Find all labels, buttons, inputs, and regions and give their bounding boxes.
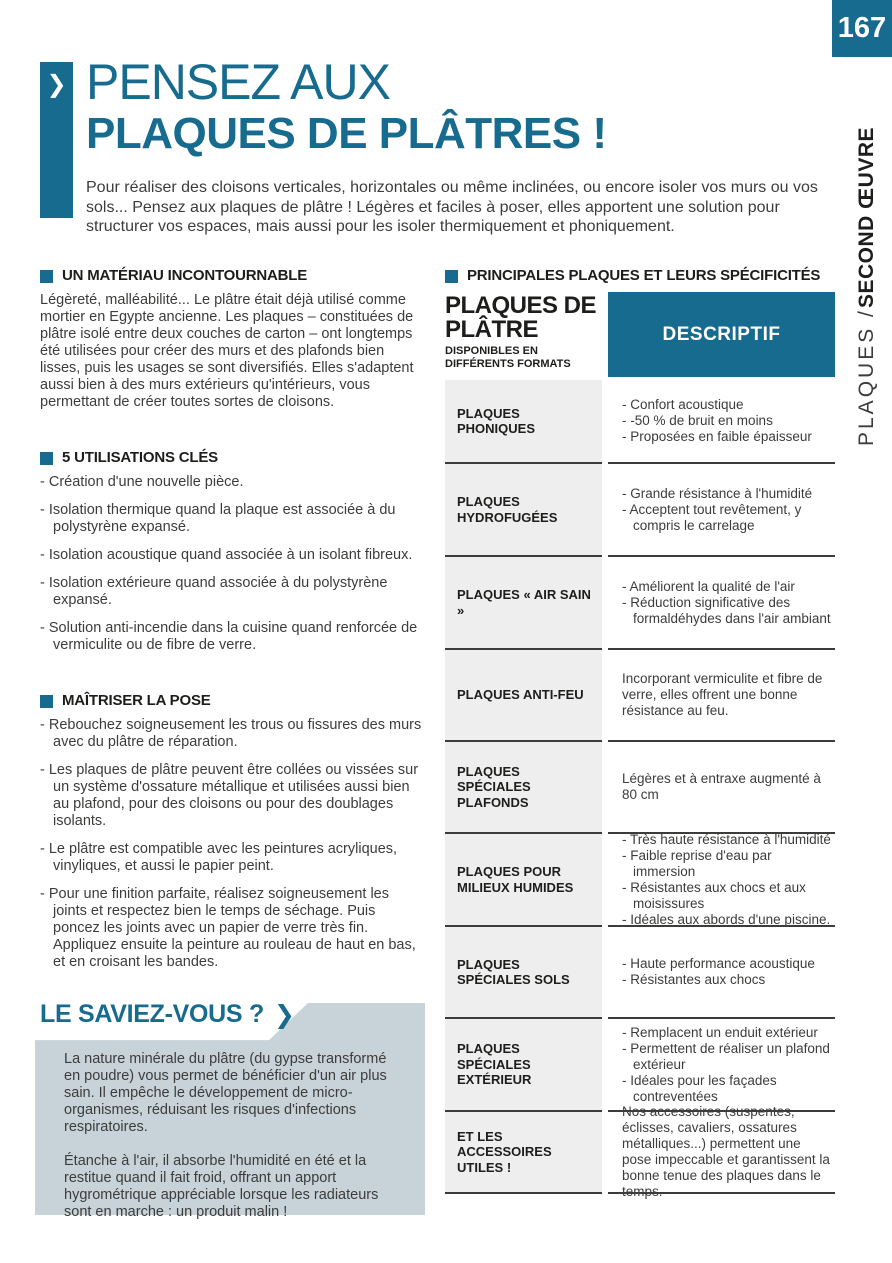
description-line: Incorporant vermiculite et fibre de verre, elles offrent une bonne résistance au feu. [622, 671, 823, 718]
row-description [608, 650, 835, 742]
row-description [608, 464, 835, 557]
section-heading-text: MAÎTRISER LA POSE [62, 692, 211, 709]
list-item: - Isolation acoustique quand associée à un isolant fibreux. [40, 547, 413, 563]
description-line: - Résistantes aux chocs et aux moisissures [622, 879, 806, 911]
row-label: PLAQUES ANTI-FEU [445, 650, 602, 742]
description-line: - -50 % de bruit en moins [622, 413, 773, 428]
list-item: - Isolation thermique quand la plaque est associée à du polystyrène expansé. [40, 502, 396, 535]
table-section-heading-text: PRINCIPALES PLAQUES ET LEURS SPÉCIFICITÉS [467, 267, 821, 284]
square-bullet-icon [40, 695, 53, 708]
table-header-col1-subtitle: DISPONIBLES EN DIFFÉRENTS FORMATS [445, 345, 571, 370]
section-heading-text: UN MATÉRIAU INCONTOURNABLE [62, 267, 308, 284]
description-line: Légères et à entraxe augmenté à 80 cm [622, 771, 821, 802]
intro-paragraph: Pour réaliser des cloisons verticales, horizontales ou même inclinées, ou encore isoler vos murs ou vos sols... Pensez aux plaques de plâtre ! Légères et faciles à poser, elles apportent une solution pour structurer vos espaces, mais aussi pour les isoler thermiquement et phoniquement. [86, 179, 818, 235]
table-row [445, 380, 835, 464]
description-line: - Acceptent tout revêtement, y compris le carrelage [622, 501, 802, 533]
row-description [608, 1104, 835, 1199]
description-line: - Très haute résistance à l'humidité [622, 831, 831, 847]
did-you-know-text [64, 1051, 396, 1238]
row-description [608, 380, 835, 464]
description-line: - Améliorent la qualité de l'air [622, 578, 795, 594]
page-title-line1: PENSEZ AUX [86, 54, 390, 110]
row-label: PLAQUES « AIR SAIN » [445, 557, 602, 650]
square-bullet-icon [40, 452, 53, 465]
did-you-know-paragraph: Étanche à l'air, il absorbe l'humidité en été et la restitue quand il fait froid, offrant un apport hygrométrique appréciable lorsque les radiateurs sont en marche : un produit malin ! [64, 1153, 379, 1220]
table-header-row [445, 292, 835, 377]
list-item: - Création d'une nouvelle pièce. [40, 474, 244, 490]
description-line: - Permettent de réaliser un plafond extérieur [622, 1040, 830, 1072]
left-sections [40, 267, 425, 971]
table-row [445, 557, 835, 650]
row-label: ET LES ACCESSOIRES UTILES ! [445, 1112, 602, 1194]
list-item: - Les plaques de plâtre peuvent être collées ou vissées sur un système d'ossature métallique et utilisées aussi bien au plafond, pour des cloisons ou pour des doublages isolants. [40, 762, 419, 829]
row-label: PLAQUES SPÉCIALES SOLS [445, 927, 602, 1019]
description-line: - Haute performance acoustique [622, 956, 815, 971]
row-label: PLAQUES PHONIQUES [445, 380, 602, 464]
table-row [445, 1104, 835, 1199]
row-description [608, 927, 835, 1019]
section-heading [40, 267, 425, 285]
description-line: Nos accessoires (suspentes, éclisses, cavaliers, ossatures métalliques...) permettent une pose impeccable et garantissent la bonne tenue des plaques dans le temps. [622, 1104, 830, 1199]
list-item: - Rebouchez soigneusement les trous ou fissures des murs avec du plâtre de réparation. [40, 717, 422, 750]
section-tab-name: SECOND ŒUVRE [855, 127, 878, 309]
list-item: - Pour une finition parfaite, réalisez soigneusement les joints et respectez bien le temps de séchage. Puis poncez les joints avec un papier de verre très fin. Appliquez ensuite la peinture au rouleau de haut en bas, et en croisant les bandes. [40, 886, 416, 970]
table-header-col2: DESCRIPTIF [608, 292, 835, 377]
section-heading-text: 5 UTILISATIONS CLÉS [62, 449, 218, 466]
content-section [40, 267, 425, 411]
did-you-know-paragraph: La nature minérale du plâtre (du gypse transformé en poudre) vous permet de bénéficier d'un air plus sain. Il empêche le développement de micro-organismes, réduisant les risques d'infections respiratoires. [64, 1051, 387, 1135]
description-line: - Faible reprise d'eau par immersion [622, 847, 772, 879]
description-line: - Remplacent un enduit extérieur [622, 1024, 818, 1040]
did-you-know-title [40, 1000, 295, 1029]
table-row [445, 1019, 835, 1112]
description-line: - Grande résistance à l'humidité [622, 485, 813, 501]
page-title-line2: PLAQUES DE PLÂTRES ! [86, 109, 607, 158]
page-number: 167 [832, 0, 892, 57]
table-header-col1-title: PLAQUES DE PLÂTRE [445, 292, 597, 343]
right-column [445, 267, 835, 1199]
section-tab-category: PLAQUES / [855, 308, 878, 446]
table-row [445, 650, 835, 742]
section-tab-vertical-label [855, 66, 879, 446]
table-header-col1 [445, 292, 602, 377]
table-row [445, 464, 835, 557]
row-label: PLAQUES SPÉCIALES PLAFONDS [445, 742, 602, 834]
row-label: PLAQUES HYDROFUGÉES [445, 464, 602, 557]
row-description [608, 831, 835, 927]
chevron-right-icon: ❯ [273, 1000, 295, 1029]
section-paragraph: Légèreté, malléabilité... Le plâtre était déjà utilisé comme mortier en Egypte ancienne. Les plaques – constituées de plâtre isolé entre deux couches de carton – ont longtemps été utilisées pour créer des murs et des plafonds bien lisses, puis les usages se sont diversifiés. Elles s'adaptent aussi bien à des murs extérieurs qu'intérieurs, vous permettant de créer toutes sortes de cloisons. [40, 292, 414, 410]
description-line: - Confort acoustique [622, 397, 744, 412]
title-accent-bar [40, 62, 73, 218]
description-line: - Idéales aux abords d'une piscine. [622, 911, 831, 927]
description-line: - Résistantes aux chocs [622, 972, 766, 987]
square-bullet-icon [445, 270, 458, 283]
row-label: PLAQUES SPÉCIALES EXTÉRIEUR [445, 1019, 602, 1112]
square-bullet-icon [40, 270, 53, 283]
content-section [40, 449, 425, 654]
list-item: - Isolation extérieure quand associée à du polystyrène expansé. [40, 575, 388, 608]
table-row [445, 831, 835, 927]
row-description [608, 1019, 835, 1112]
description-line: - Proposées en faible épaisseur [622, 429, 812, 444]
table-row [445, 742, 835, 834]
section-heading [40, 449, 425, 467]
content-section [40, 692, 425, 971]
chevron-right-icon: ❯ [46, 70, 67, 98]
table-section-heading [445, 267, 835, 285]
table-row [445, 927, 835, 1019]
description-line: - Idéales pour les façades contreventées [622, 1072, 777, 1104]
list-item: - Solution anti-incendie dans la cuisine quand renforcée de vermiculite ou de fibre de verre. [40, 620, 418, 653]
table-body [445, 380, 835, 1199]
section-heading [40, 692, 425, 710]
list-item: - Le plâtre est compatible avec les peintures acryliques, vinyliques, et aussi le papier peint. [40, 841, 398, 874]
row-label: PLAQUES POUR MILIEUX HUMIDES [445, 834, 602, 927]
row-description [608, 557, 835, 650]
did-you-know-title-text: LE SAVIEZ-VOUS ? [40, 1000, 264, 1028]
row-description [608, 742, 835, 834]
description-line: - Réduction significative des formaldéhydes dans l'air ambiant [622, 594, 831, 626]
